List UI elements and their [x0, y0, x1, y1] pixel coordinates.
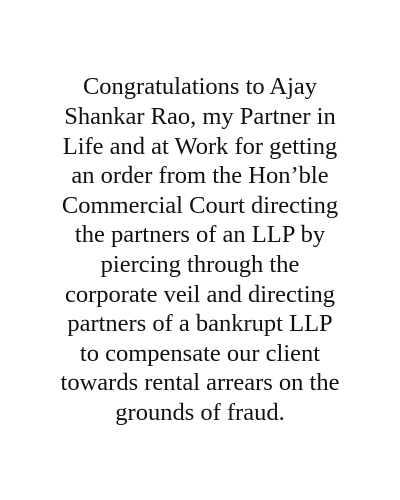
message-line-6: the partners of an LLP by	[74, 221, 326, 249]
message-line-11: towards rental arrears on the	[60, 369, 340, 397]
message-line-1: Congratulations to Ajay	[82, 73, 318, 101]
message-line-2: Shankar Rao, my Partner in	[64, 103, 336, 131]
message-line-5: Commercial Court directing	[61, 191, 339, 219]
message-line-8: corporate veil and directing	[64, 280, 336, 308]
congratulations-message	[10, 72, 390, 427]
message-line-9: partners of a bankrupt LLP	[67, 310, 333, 338]
message-line-12: grounds of fraud.	[115, 398, 285, 426]
message-line-3: Life and at Work for getting	[62, 132, 338, 160]
message-line-4: an order from the Hon’ble	[71, 162, 329, 190]
message-line-10: to compensate our client	[79, 339, 321, 367]
message-line-7: piercing through the	[100, 251, 300, 278]
